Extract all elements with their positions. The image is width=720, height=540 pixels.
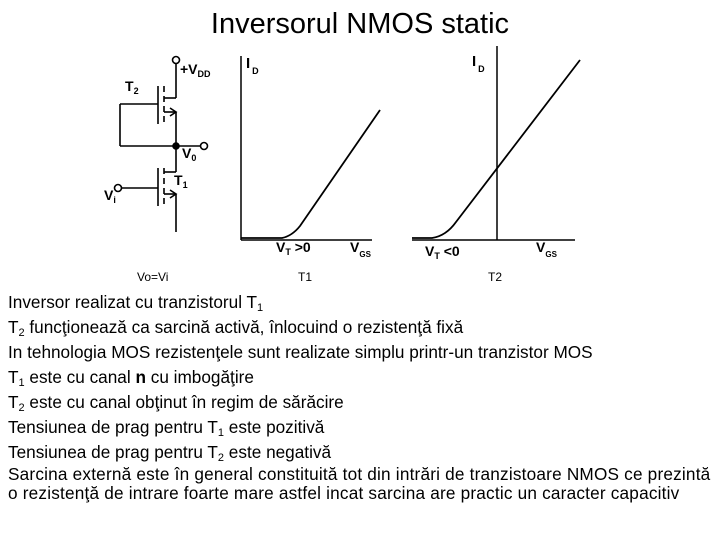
text-line: $T_2$ funcţionează ca sarcină activă, înlocuind o rezistenţă fixă: [8, 317, 464, 339]
graph-t2-vt-label: $V_T <0$: [425, 243, 460, 261]
graph-t2-vgs-label: $V_{GS}$: [536, 239, 557, 259]
vi-terminal: [115, 185, 122, 192]
graph-t2-curve: [412, 60, 580, 238]
vo-label: $V_0$: [182, 145, 197, 163]
vo-terminal: [201, 143, 208, 150]
slide-body: [8, 290, 714, 503]
graph-t2: [412, 46, 580, 284]
graph-t1-vt-label: $V_T >0$: [276, 239, 311, 257]
graph-t2-y-label: I $_D$: [472, 53, 485, 74]
graph-t1-y-label: I $_D$: [246, 55, 259, 76]
graph-t1-vgs-label: $V_{GS}$: [350, 239, 371, 259]
t2-label: $T_2$: [125, 78, 139, 96]
slide-title: Inversorul NMOS static: [210, 8, 510, 40]
graph-t1-curve: [241, 110, 380, 238]
vdd-terminal: [173, 57, 180, 64]
graph-t1: [241, 55, 380, 284]
t1-label: $T_1$: [174, 172, 188, 190]
text-line: In tehnologia MOS rezistenţele sunt realizate simplu printr-un tranzistor MOS: [8, 342, 593, 362]
vdd-label: $+V_{DD}$: [180, 61, 211, 79]
graph-t2-caption: T2: [488, 270, 503, 284]
vi-label: $V_i$: [104, 187, 116, 205]
text-line: Inversor realizat cu tranzistorul $T_1$: [8, 292, 264, 314]
text-line: $T_2$ este cu canal obţinut în regim de sărăcire: [8, 392, 344, 414]
text-line: Tensiunea de prag pentru $T_1$ este pozitivă: [8, 417, 325, 439]
vo-vi-caption: Vo=Vi: [137, 270, 169, 284]
graph-t1-caption: T1: [298, 270, 313, 284]
text-paragraph: Sarcina externă este în general constituită tot din intrări de tranzistoare NMOS ce prezintă o rezistenţă de intrare foarte mare astfel incat sarcina are practic un caracter capacitiv: [8, 464, 711, 503]
text-line: Tensiunea de prag pentru $T_2$ este negativă: [8, 442, 332, 464]
text-line: $T_1$ este cu canal n cu imbogăţire: [8, 367, 254, 389]
